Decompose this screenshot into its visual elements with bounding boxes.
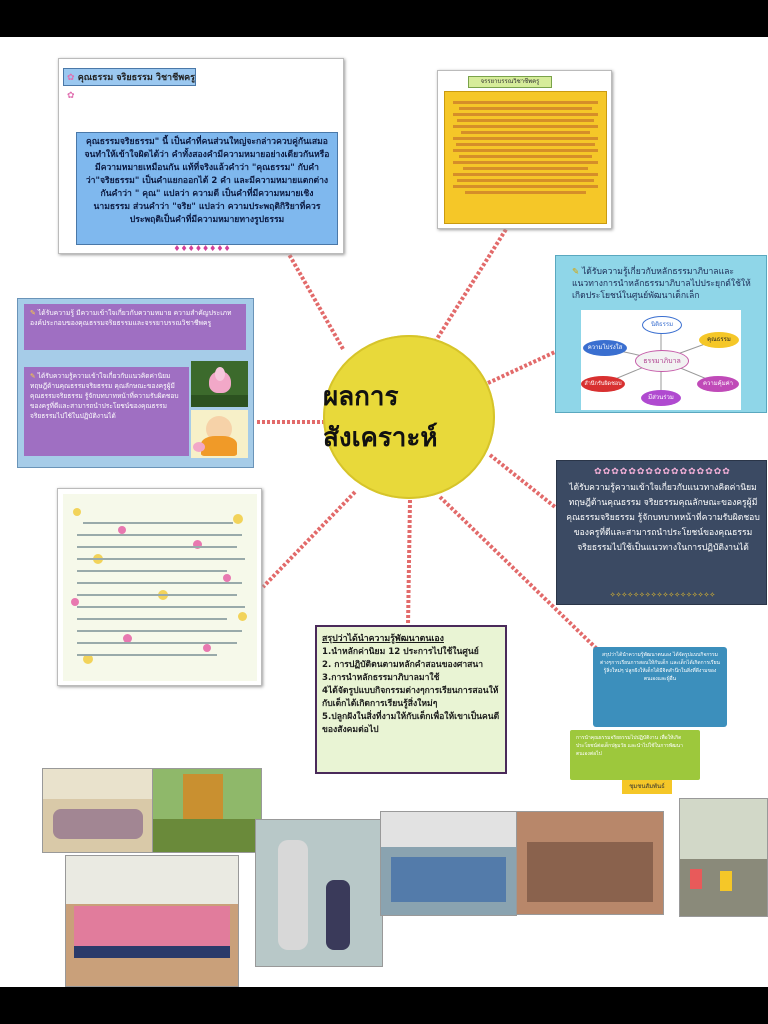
mind-map-canvas: [0, 37, 768, 987]
photo-kids-playing: [679, 798, 768, 917]
spoke-bottom-left: [263, 492, 355, 587]
summary-title: สรุปว่าได้นำความรู้พัฒนาตนเอง: [322, 634, 444, 644]
heading-text: ได้รับความรู้เกี่ยวกับหลักธรรมาภิบาลและแนวทางการนำหลักธรรมาภิบาลไปประยุกต์ใช้ให้เกิดประโยชน์ในศูนย์พัฒนาเด็กเล็ก: [572, 267, 751, 301]
card-ethics-definition: [58, 58, 344, 254]
star-decoration-bottom: ✧✧✧✧✧✧✧✧✧✧✧✧✧✧✧✧✧✧: [609, 591, 716, 599]
flower-decoration-top: ✿✿✿✿✿✿✿✿✿✿✿✿✿✿✿✿: [594, 467, 731, 477]
card-ethics-knowledge: [17, 298, 254, 468]
card-body: ได้รับความรู้ความเข้าใจเกี่ยวกับแนวทางคิดค่านิยม ทฤษฎีด้านคุณธรรม จริยธรรมคุณลักษณะของครูผู้มีคุณธรรมจริยธรรม รู้จักบทบาทหน้าที่ความรับผิดชอบของครูที่ดีและสามารถนำประโยชน์ของคุณธรรม จริยธรรมไปใช้เป็นแนวทางในการปฏิบัติงานได้: [566, 483, 760, 553]
summary-item: 4ได้จัดรูปแบบกิจกรรมต่างๆการเรียนการสอนให้กับเด็กได้เกิดการเรียนรู้สิ่งใหม่ๆ: [322, 686, 499, 709]
flower-icon: ✿: [67, 91, 75, 101]
photo-teacher-child-greeting: [255, 819, 383, 967]
summary-item: 1.นำหลักค่านิยม 12 ประการไปใช้ในศูนย์: [322, 647, 479, 657]
node-rule-of-law: นิติธรรม: [642, 316, 682, 334]
pencil-icon: ✎: [30, 372, 36, 380]
card-teacher-code: [437, 70, 612, 229]
card-body: [76, 132, 338, 245]
spoke-top-right: [435, 215, 515, 342]
node-morality: คุณธรรม: [699, 332, 739, 348]
summary-item: 5.ปลูกฝังในสิ่งที่งามให้กับเด็กเพื่อให้เขาเป็นคนดีของสังคมต่อไป: [322, 712, 500, 735]
photo-group-children-school: [65, 855, 239, 987]
spoke-top-left: [282, 242, 343, 349]
document-image: [63, 494, 257, 681]
spoke-right-navy: [490, 455, 555, 507]
card-flower-document: [57, 488, 262, 686]
summary-item: 3.การนำหลักธรรมาภิบาลมาใช้: [322, 673, 440, 683]
card-heading: [572, 266, 760, 302]
center-node: ธรรมาภิบาล: [635, 350, 689, 372]
center-node: [323, 335, 495, 499]
spoke-right-cyan: [488, 352, 555, 383]
heading-text: คุณธรรม จริยธรรม วิชาชีพครู: [77, 73, 196, 83]
card-heading: จรรยาบรรณวิชาชีพครู: [468, 76, 552, 88]
lotus-image: [191, 361, 248, 407]
label-text: ชุมชนสัมพันธ์: [629, 783, 665, 790]
card-community-practice: [570, 730, 700, 780]
photo-children-sitting-floor: [42, 768, 154, 853]
code-text-block: [444, 91, 607, 224]
node-participation: มีส่วนร่วม: [641, 390, 681, 406]
card-heading: [63, 68, 196, 101]
summary-item: 2. การปฏิบัติตนตามหลักคำสอนของศาสนา: [322, 660, 484, 670]
pencil-icon: ✎: [30, 309, 36, 317]
node-accountability: สำนึกรับผิดชอบ: [581, 376, 625, 392]
knowledge-item-2: [24, 367, 189, 456]
card-community-summary: [593, 647, 727, 727]
practice-text: การนำคุณธรรมจริยธรรมไปปฏิบัติงาน เพื่อให้เกิดประโยชน์ต่อเด็กปฐมวัย และนำไปใช้ในการพัฒนาตนเองต่อไป: [576, 735, 683, 757]
spoke-bottom: [408, 500, 410, 625]
node-value: ความคุ้มค่า: [697, 376, 739, 392]
photo-temple-visit: [152, 768, 262, 853]
card-self-development-summary: [315, 625, 507, 774]
item-text: ได้รับความรู้ความเข้าใจเกี่ยวกับแนวคิดค่านิยม ทฤษฎีด้านคุณธรรมจริยธรรม คุณลักษณะของครูผู้มีคุณธรรมจริยธรรม รู้จักบทบาทหน้าที่ความรับผิดชอบของครูที่ดีและสามารถนำประโยชน์ของคุณธรรมจริยธรรมไปใช้ในปฏิบัติงานได้: [30, 372, 179, 420]
photo-classroom-assembly: [380, 811, 517, 916]
flower-icon: ✿: [67, 73, 75, 83]
node-transparency: ความโปร่งใส: [583, 340, 627, 356]
card-good-governance: [555, 255, 767, 413]
diamond-decoration: ♦♦♦♦♦♦♦♦: [173, 244, 231, 253]
center-title: ผลการสังเคราะห์: [323, 382, 438, 453]
item-text: ได้รับความรู้ มีความเข้าใจเกี่ยวกับความหมาย ความสำคัญประเภทองค์ประกอบของคุณธรรมจริยธรรมและจรรยาบรรณวิชาชีพครู: [30, 309, 232, 327]
governance-diagram: [581, 310, 741, 410]
summary-text: สรุปว่าได้นำความรู้พัฒนาตนเอง ได้จัดรูปแบบกิจกรรมต่างๆการเรียนการสอนให้กับเด็ก และเด็กได้เกิดการเรียนรู้สิ่งใหม่ๆ ปลูกฝังให้เด็กได้มีจิตสำนึกในสิ่งที่ดีงามของตนเองและผู้อื่น: [600, 652, 720, 682]
knowledge-item-1: [24, 304, 246, 350]
pencil-icon: ✎: [572, 267, 580, 277]
community-label: [622, 780, 672, 794]
card-values-theory: [556, 460, 767, 605]
body-text: คุณธรรมจริยธรรม" นี้ เป็นคำที่คนส่วนใหญ่จะกล่าวควบคู่กันเสมอ จนทำให้เข้าใจผิดได้ว่า คำทั้งสองคำมีความหมายอย่างเดียวกันหรือมีความหมายเหมือนกัน แท้ที่จริงแล้วคำว่า "คุณธรรม" กับคำว่า"จริยธรรม" เป็นคำแยกออกได้ 2 คำ และมีความหมายแตกต่างกันคำว่า " คุณ" แปลว่า ความดี เป็นคำที่มีความหมายเชิงนามธรรม ส่วนคำว่า "จริย" แปลว่า ความประพฤติกิริยาที่ควรประพฤติเป็นคำที่มีความหมายทางรูปธรรม: [84, 137, 330, 225]
photo-lunch-time: [516, 811, 664, 915]
monk-cartoon-image: [191, 410, 248, 458]
